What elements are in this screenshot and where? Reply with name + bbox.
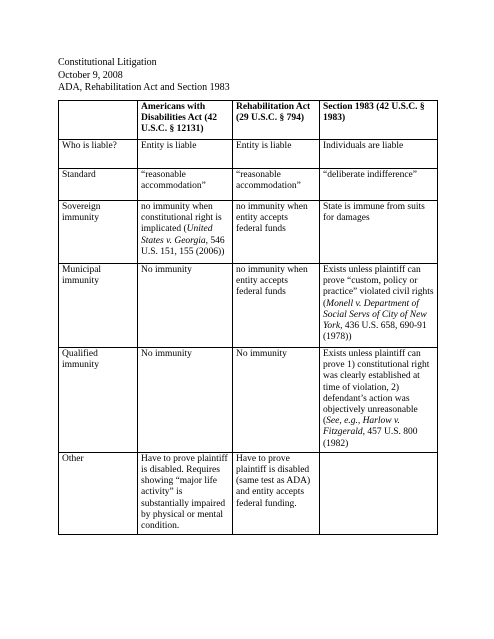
case-name: Monell v. Department of Social Servs of City of New York <box>323 298 427 332</box>
cell-rehab: Have to prove plaintiff is disabled (same test as ADA) and entity accepts federal funding. <box>233 452 320 534</box>
row-label: Other <box>59 452 138 534</box>
table-row <box>59 169 438 201</box>
cell-rehab: No immunity <box>233 348 320 453</box>
citation-text: no immunity when constitutional right is implicated ( <box>141 202 222 235</box>
cell-rehab: “reasonable accommodation” <box>233 169 320 201</box>
document-date: October 9, 2008 <box>58 69 123 81</box>
table-row <box>59 140 438 169</box>
cell-rehab: no immunity when entity accepts federal funds <box>233 264 320 348</box>
document-subject: ADA, Rehabilitation Act and Section 1983 <box>58 82 230 93</box>
table-row <box>59 264 438 348</box>
cell-1983 <box>320 264 438 348</box>
header-rehabilitation-act: Rehabilitation Act (29 U.S.C. § 794) <box>233 101 320 140</box>
table-row <box>59 452 438 534</box>
cell-ada: Entity is liable <box>138 140 233 169</box>
table-row <box>59 201 438 264</box>
cell-ada: No immunity <box>138 264 233 348</box>
cell-1983 <box>320 452 438 534</box>
case-name: See, e.g., Harlow v. Fitzgerald <box>323 416 400 438</box>
cell-rehab: Entity is liable <box>233 140 320 169</box>
cell-ada: No immunity <box>138 348 233 453</box>
cell-1983: “deliberate indifference” <box>320 169 438 201</box>
citation-text: Exists unless plaintiff can prove 1) constitutional right was clearly established at time of violation, 2) defendant’s action was objectively unreasonable ( <box>323 349 430 427</box>
cell-1983 <box>320 348 438 453</box>
header-blank-cell <box>59 101 138 140</box>
row-label: Qualified immunity <box>59 348 138 453</box>
table-header-row <box>59 101 438 140</box>
row-label: Municipal immunity <box>59 264 138 348</box>
header-section-1983: Section 1983 (42 U.S.C. § 1983) <box>320 101 438 140</box>
cell-1983: State is immune from suits for damages <box>320 201 438 264</box>
cell-rehab: no immunity when entity accepts federal funds <box>233 201 320 264</box>
course-title: Constitutional Litigation <box>58 57 157 68</box>
citation-text: , 546 U.S. 151, 155 (2006)) <box>141 235 225 257</box>
cell-1983: Individuals are liable <box>320 140 438 169</box>
case-name: United States v. Georgia <box>141 224 213 246</box>
cell-ada: “reasonable accommodation” <box>138 169 233 201</box>
document-header <box>58 57 230 95</box>
citation-text: Exists unless plaintiff can prove “custom, policy or practice” violated civil rights ( <box>323 265 434 309</box>
header-ada: Americans with Disabilities Act (42 U.S.C. § 12131) <box>138 101 233 140</box>
comparison-table <box>58 100 438 535</box>
citation-text: , 457 U.S. 800 (1982) <box>323 427 418 449</box>
cell-ada: Have to prove plaintiff is disabled. Requires showing “major life activity” is substantially impaired by physical or mental condition. <box>138 452 233 534</box>
citation-text: , 436 U.S. 658, 690-91 (1978)) <box>323 321 427 343</box>
row-label: Who is liable? <box>59 140 138 169</box>
row-label: Standard <box>59 169 138 201</box>
row-label: Sovereign immunity <box>59 201 138 264</box>
cell-ada <box>138 201 233 264</box>
table-row <box>59 348 438 453</box>
